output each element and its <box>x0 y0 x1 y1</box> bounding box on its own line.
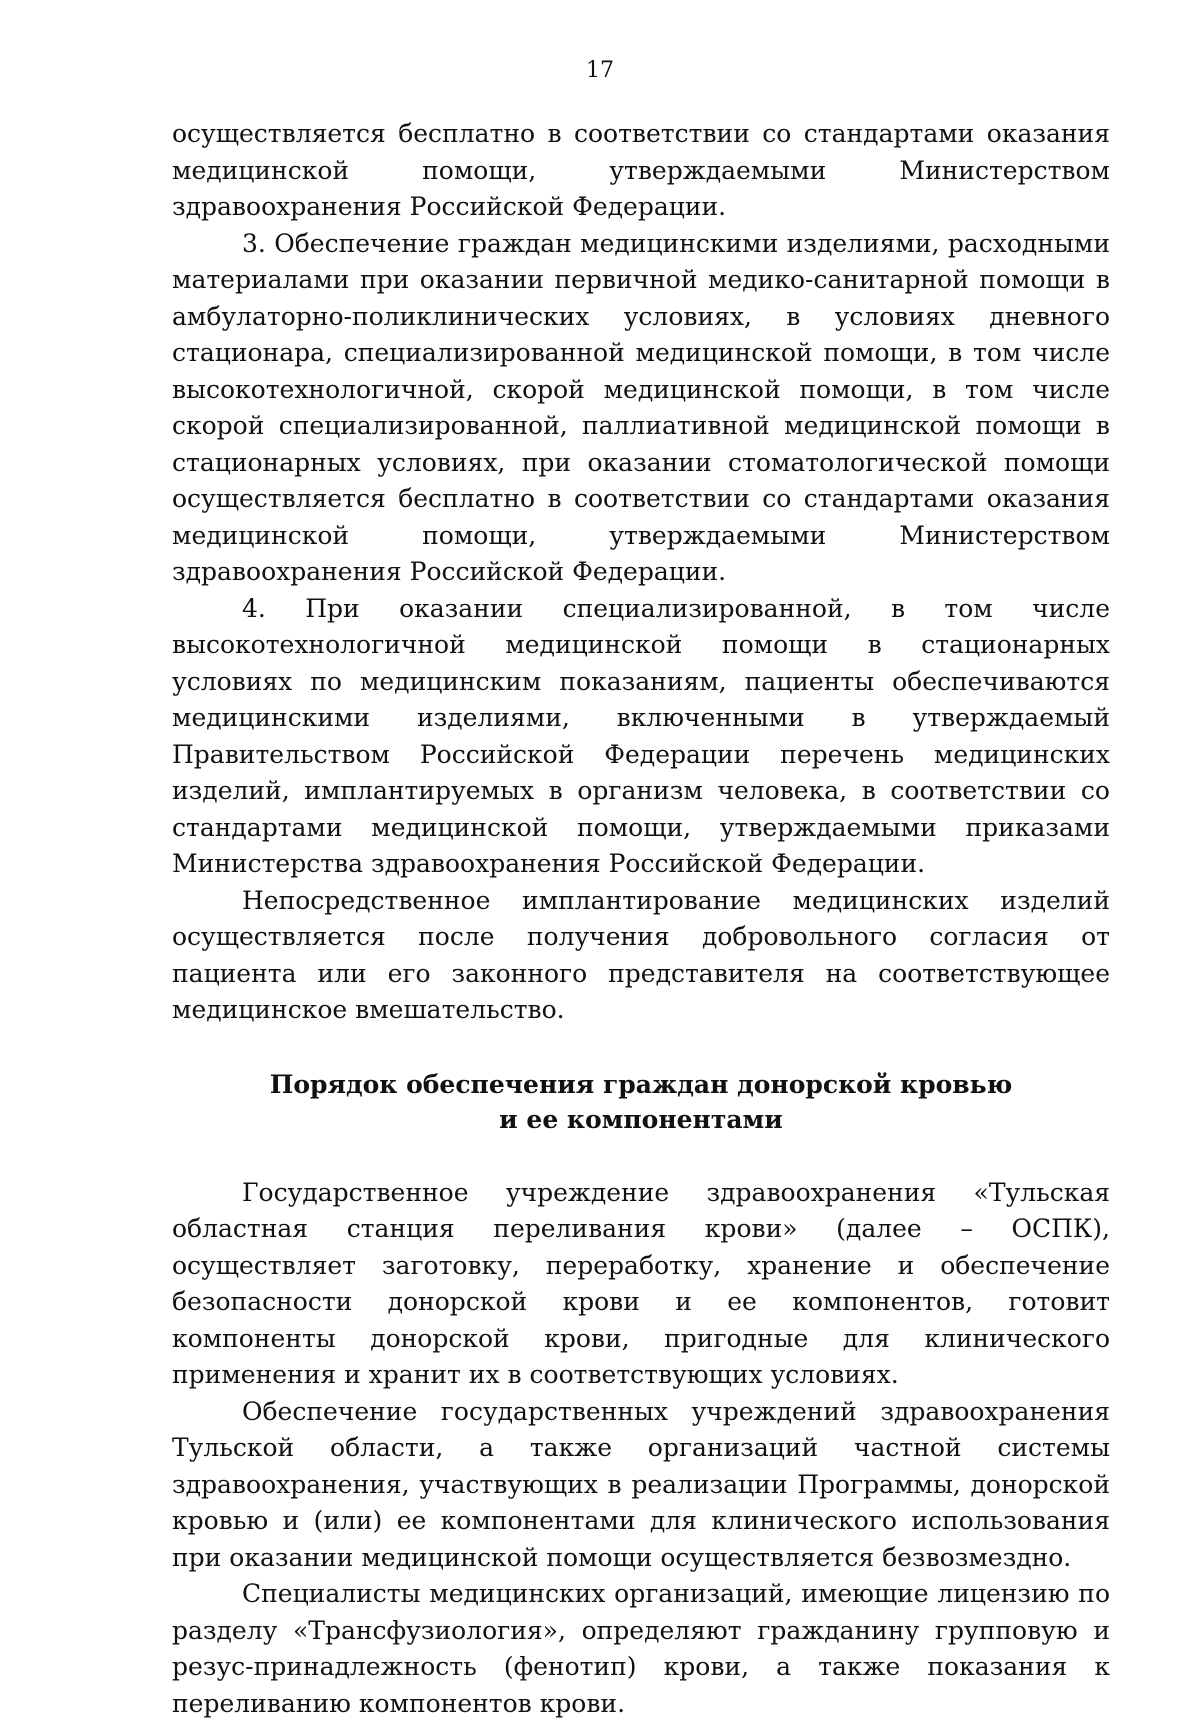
section-heading <box>172 1067 1110 1137</box>
paragraph-specialists: Специалисты медицинских организаций, имеющие лицензию по разделу «Трансфузиология», определяют гражданину групповую и резус-принадлежность (фенотип) крови, а также показания к переливанию компонентов крови. <box>172 1579 1110 1718</box>
paragraph-continuation: осуществляется бесплатно в соответствии со стандартами оказания медицинской помощи, утверждаемыми Министерством здравоохранения Российской Федерации. <box>172 119 1110 221</box>
section-heading-line-2: и ее компонентами <box>499 1104 783 1134</box>
paragraph-implantation: Непосредственное имплантирование медицинских изделий осуществляется после получения добровольного согласия от пациента или его законного представителя на соответствующее медицинское вмешательство. <box>172 885 1110 1024</box>
document-body <box>172 116 1110 1722</box>
section-heading-line-1: Порядок обеспечения граждан донорской кровью <box>269 1069 1013 1099</box>
paragraph-item-4: 4. При оказании специализированной, в том числе высокотехнологичной медицинской помощи в стационарных условиях по медицинским показаниям, пациенты обеспечиваются медицинскими изделиями, включенными в утверждаемый Правительством Российской Федерации перечень медицинских изделий, имплантируемых в организм человека, в соответствии со стандартами медицинской помощи, утверждаемыми приказами Министерства здравоохранения Российской Федерации. <box>172 593 1110 878</box>
page-number: 17 <box>586 58 614 83</box>
paragraph-provision: Обеспечение государственных учреждений здравоохранения Тульской области, а также организаций частной системы здравоохранения, участвующих в реализации Программы, донорской кровью и (или) ее компонентами для клинического использования при оказании медицинской помощи осуществляется безвозмездно. <box>172 1396 1110 1572</box>
paragraph-ospk: Государственное учреждение здравоохранения «Тульская областная станция переливания крови» (далее – ОСПК), осуществляет заготовку, переработку, хранение и обеспечение безопасности донорской крови и ее компонентов, готовит компоненты донорской крови, пригодные для клинического применения и хранит их в соответствующих условиях. <box>172 1177 1110 1389</box>
paragraph-item-3: 3. Обеспечение граждан медицинскими изделиями, расходными материалами при оказании первичной медико-санитарной помощи в амбулаторно-поликлинических условиях, в условиях дневного стационара, специализированной медицинской помощи, в том числе высокотехнологичной, скорой медицинской помощи, в том числе скорой специализированной, паллиативной медицинской помощи в стационарных условиях, при оказании стоматологической помощи осуществляется бесплатно в соответствии со стандартами оказания медицинской помощи, утверждаемыми Министерством здравоохранения Российской Федерации. <box>172 228 1110 586</box>
